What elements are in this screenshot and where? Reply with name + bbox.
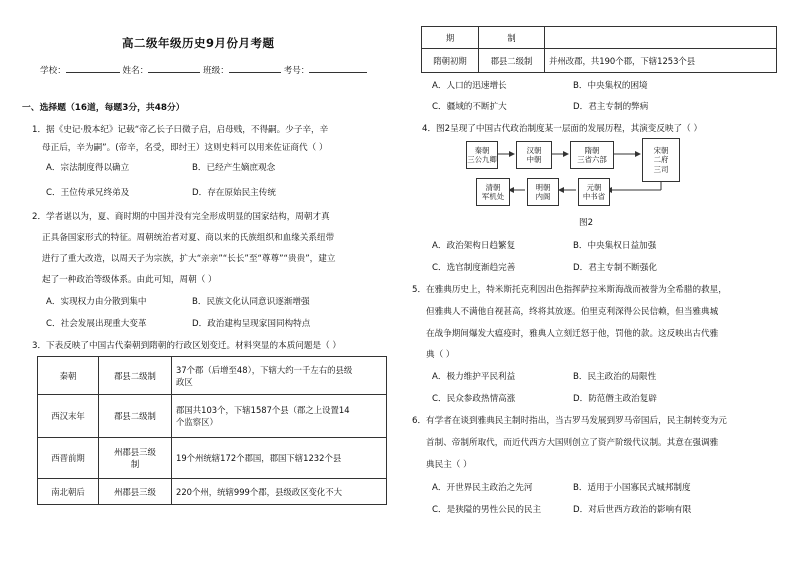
section-heading: 一、选择题（16道，每题3分，共48分） (22, 103, 185, 113)
system-cell: 郡县二级制 (99, 395, 172, 438)
q1-line-2: 母正后，辛为嗣”。(帝辛，名受，即纣王）这则史料可以用来佐证商代（ ） (42, 143, 328, 153)
q6-line-2: 首制、帝制所取代，而近代西方大国则创立了资产阶级代议制。其意在强调雅 (426, 438, 719, 448)
q6-option-c[interactable]: C．是狭隘的男性公民的民主 (432, 505, 542, 515)
detail-cell: 郡国共103个，下辖1587个县（郡之上设置14 个监察区） (172, 395, 387, 438)
detail-cell: 19个州统辖172个郡国，郡国下辖1232个县 (172, 438, 387, 479)
detail-cell: 并州改郡，共190个郡，下辖1253个县 (545, 49, 777, 73)
q4-option-b[interactable]: B．中央集权日益加强 (573, 241, 657, 251)
q1-line-1: 1．据《史记·殷本纪》记载“帝乙长子曰微子启，启母贱，不得嗣。少子辛，辛 (32, 125, 329, 135)
q5-line-3: 在战争期间爆发大瘟疫时，雅典人立刻迁怒于他，罚他的款。这反映出古代雅 (426, 329, 719, 339)
q3-option-a[interactable]: A．人口的迅速增长 (432, 81, 507, 91)
era-cell: 隋朝初期 (422, 49, 479, 73)
q1-option-c[interactable]: C．王位传承兄终弟及 (46, 188, 130, 198)
era-cell: 西汉末年 (38, 395, 99, 438)
node-qing: 清朝 军机处 (476, 178, 510, 206)
header-cell: 期 (422, 27, 479, 49)
q3-option-d[interactable]: D．君主专制的弊病 (573, 102, 649, 112)
q5-line-1: 5．在雅典历史上，特米斯托克利因出色指挥萨拉米斯海战而被誉为全希腊的救星， (412, 285, 727, 295)
q3-option-b[interactable]: B．中央集权的困境 (573, 81, 648, 91)
q2-line-2: 正具备国家形式的特征。周朝统治者对夏、商以来的氏族组织和血缘关系纽带 (42, 233, 335, 243)
q5-line-2: 但雅典人不满他自视甚高，终将其放逐。伯里克利深得公民信赖，但当雅典城 (426, 307, 719, 317)
system-cell: 州郡县三级 制 (99, 438, 172, 479)
era-cell: 西晋前期 (38, 438, 99, 479)
class-label: 班级： (203, 66, 229, 76)
q5-option-d[interactable]: D．防范僭主政治复辟 (573, 394, 657, 404)
q1-option-b[interactable]: B．已经产生嫡庶观念 (192, 163, 276, 173)
q5-line-4: 典（ ） (426, 350, 455, 360)
system-cell: 郡县二级制 (479, 49, 545, 73)
q3-option-c[interactable]: C．疆域的不断扩大 (432, 102, 507, 112)
q2-line-4: 起了一种政治等级体系。由此可知，周朝（ ） (42, 275, 217, 285)
era-cell: 南北朝后 (38, 479, 99, 505)
detail-cell: 220个州，统辖999个郡，县级政区变化不大 (172, 479, 387, 505)
exam-no-label: 考号： (283, 66, 310, 76)
name-label: 姓名： (122, 66, 149, 76)
node-yuan: 元朝 中书省 (578, 178, 610, 206)
page-title: 高二级年级历史9月份月考题 (122, 36, 275, 50)
q5-option-a[interactable]: A．极力维护平民利益 (432, 372, 516, 382)
node-song: 宋朝 二府 三司 (642, 138, 680, 182)
q3-stem: 3．下表反映了中国古代秦朝到隋朝的行政区划变迁。材料突显的本质问题是（ ） (32, 341, 341, 351)
q5-option-c[interactable]: C．民众参政热情高涨 (432, 394, 516, 404)
q6-line-1: 6．有学者在谈到雅典民主制时指出，当古罗马发展到罗马帝国后，民主制转变为元 (412, 416, 727, 426)
q6-line-3: 典民主（ ） (426, 460, 472, 470)
node-han: 汉朝 中朝 (516, 141, 552, 169)
q4-stem: 4．图2呈现了中国古代政治制度某一层面的发展历程，其演变反映了（ ） (422, 124, 703, 134)
q2-option-b[interactable]: B．民族文化认同意识逐渐增强 (192, 297, 310, 307)
q2-option-a[interactable]: A．实现权力由分散到集中 (46, 297, 147, 307)
q1-option-a[interactable]: A．宗法制度得以确立 (46, 163, 130, 173)
q6-option-b[interactable]: B．适用于小国寡民式城邦制度 (573, 483, 691, 493)
detail-cell: 37个郡（后增至48），下辖大约一千左右的县级 政区 (172, 357, 387, 395)
q1-option-d[interactable]: D．存在原始民主传统 (192, 188, 276, 198)
q4-option-a[interactable]: A．政治架构日趋繁复 (432, 241, 516, 251)
q6-option-a[interactable]: A．开世界民主政治之先河 (432, 483, 533, 493)
system-cell: 郡县二级制 (99, 357, 172, 395)
header-cell: 制 (479, 27, 545, 49)
node-sui: 隋朝 三省六部 (570, 141, 614, 169)
q2-line-3: 进行了重大改造，以周天子为宗族，扩大“亲亲”“长长”至“尊尊”“贵贵”，建立 (42, 254, 336, 264)
q4-option-d[interactable]: D．君主专制不断强化 (573, 263, 657, 273)
q2-line-1: 2．学者谌以为，夏、商时期的中国并没有完全形成明显的国家结构，周朝才真 (32, 212, 330, 222)
node-ming: 明朝 内阁 (527, 178, 559, 206)
node-qin: 秦朝 三公九卿 (466, 141, 498, 169)
system-cell: 州郡县三级 (99, 479, 172, 505)
q6-option-d[interactable]: D．对后世西方政治的影响有限 (573, 505, 692, 515)
figure-caption: 图2 (579, 218, 594, 228)
q5-option-b[interactable]: B．民主政治的局限性 (573, 372, 657, 382)
q4-option-c[interactable]: C．选官制度渐趋完善 (432, 263, 516, 273)
q2-option-d[interactable]: D．政治建构呈现家国同构特点 (192, 319, 311, 329)
era-cell: 秦朝 (38, 357, 99, 395)
school-label: 学校： (40, 66, 66, 76)
q2-option-c[interactable]: C．社会发展出现重大变革 (46, 319, 147, 329)
